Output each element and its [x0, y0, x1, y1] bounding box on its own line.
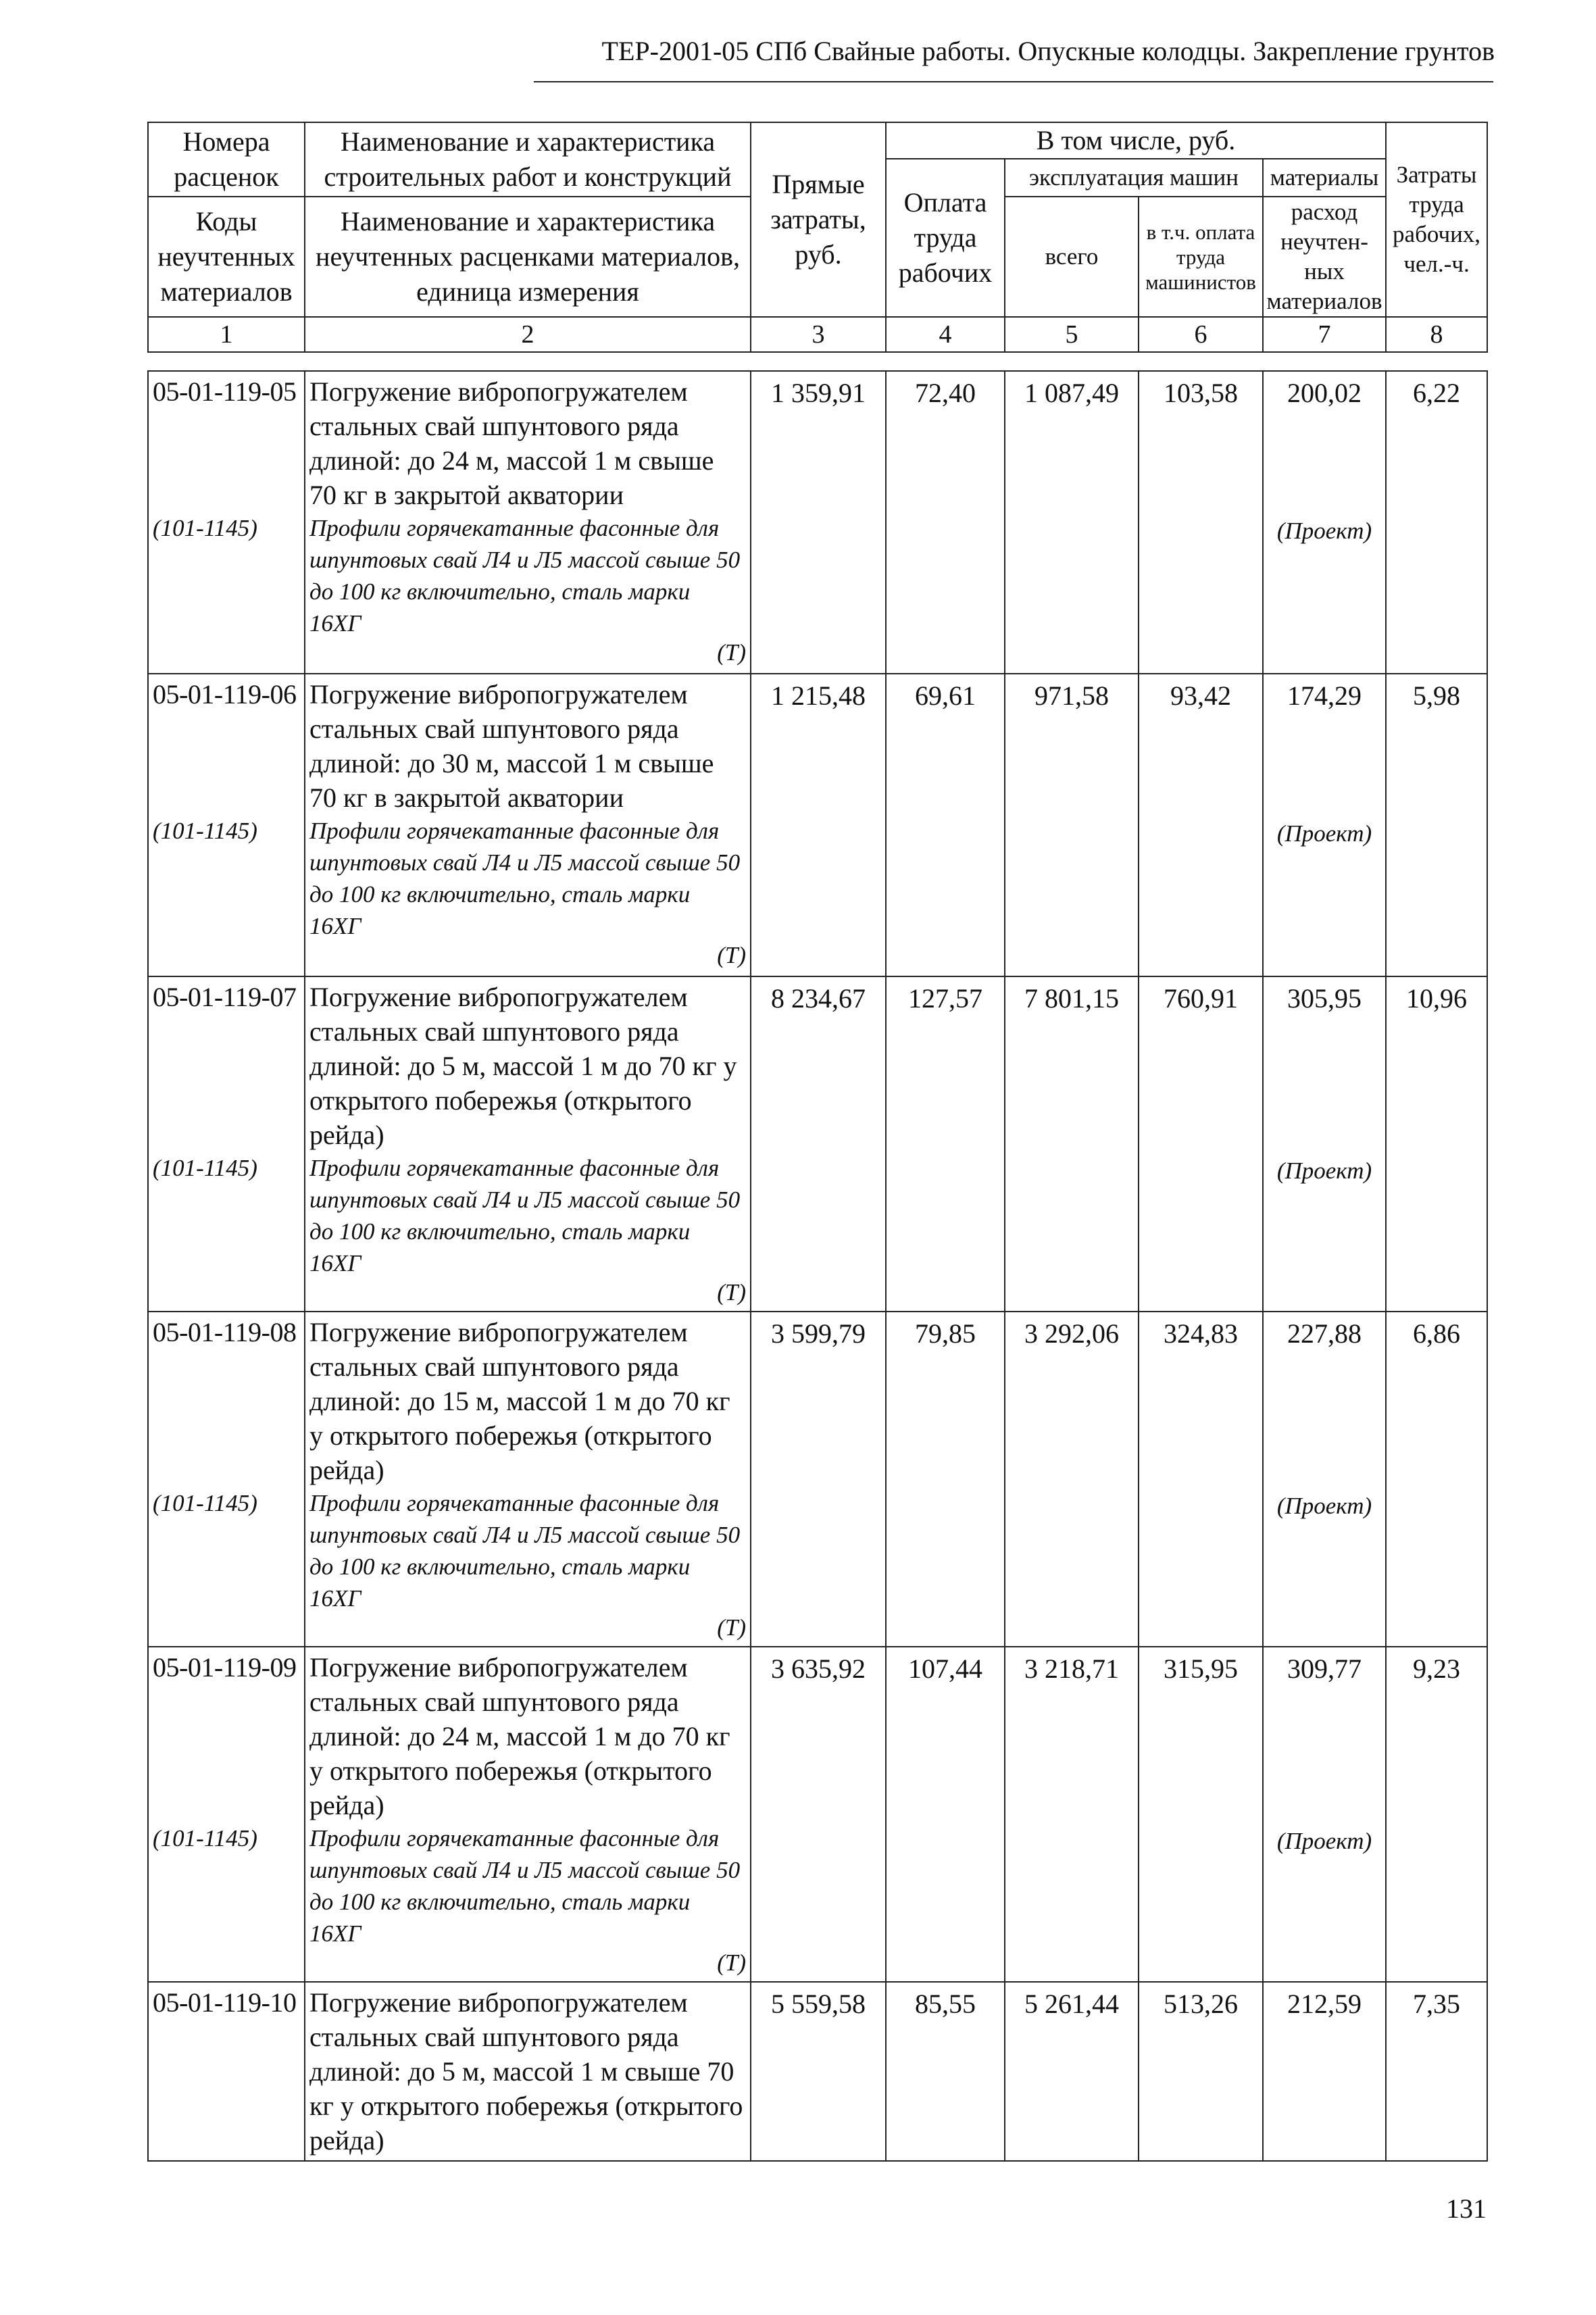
column-number: 4 — [886, 317, 1005, 352]
labor-hours: 6,86 — [1386, 1312, 1487, 1647]
material-code: (101-1145) — [153, 515, 257, 541]
work-description: Погружение вибропогружателем стальных свай шпунтового ряда длиной: до 5 м, массой 1 м свыше 70 кг у открытого побережья (открытого рейда) — [309, 1987, 743, 2156]
direct-costs: 3 599,79 — [751, 1312, 886, 1647]
materials-note: (Проект) — [1276, 1828, 1372, 1854]
labor-hours: 10,96 — [1386, 976, 1487, 1312]
material-code: (101-1145) — [153, 1825, 257, 1851]
type-tag: (Т) — [717, 639, 746, 666]
header-materials-group: материалы — [1263, 159, 1386, 197]
material-description: Профили горячекатанные фасонные для шпунтовых свай Л4 и Л5 массой свыше 50 до 100 кг включительно, сталь марки 16ХГ — [309, 515, 741, 637]
type-tag: (Т) — [717, 942, 746, 968]
materials-note: (Проект) — [1276, 820, 1372, 847]
header-operator-pay: в т.ч. оплата труда машинистов — [1139, 197, 1263, 317]
header-including-group: В том числе, руб. — [886, 122, 1386, 159]
materials-note: (Проект) — [1276, 1158, 1372, 1184]
type-tag: (Т) — [717, 1279, 746, 1305]
labor-hours: 5,98 — [1386, 674, 1487, 976]
materials-cost: 309,77 — [1287, 1653, 1362, 1684]
page-header-title: ТЕР-2001-05 СПб Свайные работы. Опускные колодцы. Закрепление грунтов — [601, 36, 1495, 66]
code-cell — [148, 976, 305, 1312]
direct-costs: 1 215,48 — [751, 674, 886, 976]
machines-total: 971,58 — [1005, 674, 1139, 976]
labor-pay: 85,55 — [886, 1982, 1005, 2161]
operator-pay: 93,42 — [1139, 674, 1263, 976]
column-header-table — [147, 122, 1488, 353]
labor-pay: 79,85 — [886, 1312, 1005, 1647]
code-cell — [148, 674, 305, 976]
description-cell — [305, 674, 751, 976]
materials-cell — [1263, 1312, 1386, 1647]
rates-table — [147, 370, 1488, 2162]
description-cell — [305, 371, 751, 674]
column-number: 6 — [1139, 317, 1263, 352]
labor-hours: 9,23 — [1386, 1647, 1487, 1982]
labor-pay: 127,57 — [886, 976, 1005, 1312]
materials-note: (Проект) — [1276, 1493, 1372, 1519]
labor-pay: 72,40 — [886, 371, 1005, 674]
header-rate-numbers: Номера расценок — [148, 122, 305, 197]
operator-pay: 760,91 — [1139, 976, 1263, 1312]
material-description: Профили горячекатанные фасонные для шпунтовых свай Л4 и Л5 массой свыше 50 до 100 кг включительно, сталь марки 16ХГ — [309, 1490, 741, 1612]
header-rule — [534, 81, 1493, 82]
header-labor-pay: Оплата труда рабочих — [886, 159, 1005, 317]
labor-hours: 6,22 — [1386, 371, 1487, 674]
type-tag: (Т) — [717, 1614, 746, 1641]
header-machines-group: эксплуатация машин — [1005, 159, 1263, 197]
rate-code: 05-01-119-05 — [153, 376, 297, 407]
materials-cell — [1263, 1647, 1386, 1982]
code-cell — [148, 1312, 305, 1647]
material-description: Профили горячекатанные фасонные для шпунтовых свай Л4 и Л5 массой свыше 50 до 100 кг включительно, сталь марки 16ХГ — [309, 818, 741, 939]
machines-total: 5 261,44 — [1005, 1982, 1139, 2161]
materials-cost: 174,29 — [1287, 680, 1362, 711]
materials-cost: 212,59 — [1263, 1982, 1386, 2161]
materials-cell — [1263, 674, 1386, 976]
type-tag: (Т) — [717, 1949, 746, 1976]
operator-pay: 513,26 — [1139, 1982, 1263, 2161]
machines-total: 3 292,06 — [1005, 1312, 1139, 1647]
materials-cost: 305,95 — [1287, 983, 1362, 1014]
column-number: 8 — [1386, 317, 1487, 352]
operator-pay: 324,83 — [1139, 1312, 1263, 1647]
labor-hours: 7,35 — [1386, 1982, 1487, 2161]
materials-cell — [1263, 976, 1386, 1312]
labor-pay: 107,44 — [886, 1647, 1005, 1982]
work-description: Погружение вибропогружателем стальных свай шпунтового ряда длиной: до 24 м, массой 1 м свыше 70 кг в закрытой акватории — [309, 376, 714, 510]
header-work-name: Наименование и характеристика строительных работ и конструкций — [305, 122, 751, 197]
machines-total: 7 801,15 — [1005, 976, 1139, 1312]
labor-pay: 69,61 — [886, 674, 1005, 976]
work-description: Погружение вибропогружателем стальных свай шпунтового ряда длиной: до 30 м, массой 1 м свыше 70 кг в закрытой акватории — [309, 679, 714, 813]
machines-total: 1 087,49 — [1005, 371, 1139, 674]
work-description: Погружение вибропогружателем стальных свай шпунтового ряда длиной: до 24 м, массой 1 м до 70 кг у открытого побережья (открытого рейда) — [309, 1652, 730, 1820]
rate-code: 05-01-119-08 — [153, 1317, 297, 1347]
material-code: (101-1145) — [153, 818, 257, 844]
rate-code: 05-01-119-07 — [153, 982, 297, 1012]
column-number: 1 — [148, 317, 305, 352]
direct-costs: 5 559,58 — [751, 1982, 886, 2161]
table-row — [148, 1647, 1487, 1982]
table-row — [148, 674, 1487, 976]
direct-costs: 1 359,91 — [751, 371, 886, 674]
rate-code: 05-01-119-10 — [153, 1987, 297, 2018]
machines-total: 3 218,71 — [1005, 1647, 1139, 1982]
materials-cell — [1263, 371, 1386, 674]
header-material-names: Наименование и характеристика неучтенных расценками материалов, единица измерения — [305, 197, 751, 317]
description-cell — [305, 1982, 751, 2161]
material-code: (101-1145) — [153, 1490, 257, 1516]
rate-code: 05-01-119-06 — [153, 679, 297, 710]
table-row — [148, 976, 1487, 1312]
code-cell — [148, 1982, 305, 2161]
header-unaccounted-materials: расход неучтен-ных материалов — [1263, 197, 1386, 317]
header-direct-costs: Прямые затраты, руб. — [751, 122, 886, 317]
page-number: 131 — [1446, 2193, 1487, 2224]
work-description: Погружение вибропогружателем стальных свай шпунтового ряда длиной: до 5 м, массой 1 м до 70 кг у открытого побережья (открытого рейда) — [309, 982, 737, 1150]
operator-pay: 315,95 — [1139, 1647, 1263, 1982]
table-row — [148, 371, 1487, 674]
table-row — [148, 1312, 1487, 1647]
description-cell — [305, 976, 751, 1312]
work-description: Погружение вибропогружателем стальных свай шпунтового ряда длиной: до 15 м, массой 1 м до 70 кг у открытого побережья (открытого рейда) — [309, 1317, 730, 1485]
materials-cost: 200,02 — [1287, 378, 1362, 408]
materials-note: (Проект) — [1276, 518, 1372, 544]
description-cell — [305, 1312, 751, 1647]
column-number: 3 — [751, 317, 886, 352]
column-number: 2 — [305, 317, 751, 352]
table-row — [148, 1982, 1487, 2161]
code-cell — [148, 1647, 305, 1982]
material-code: (101-1145) — [153, 1155, 257, 1181]
header-labor-hours: Затраты труда рабочих, чел.-ч. — [1386, 122, 1487, 317]
code-cell — [148, 371, 305, 674]
direct-costs: 8 234,67 — [751, 976, 886, 1312]
column-number: 5 — [1005, 317, 1139, 352]
direct-costs: 3 635,92 — [751, 1647, 886, 1982]
material-description: Профили горячекатанные фасонные для шпунтовых свай Л4 и Л5 массой свыше 50 до 100 кг включительно, сталь марки 16ХГ — [309, 1155, 741, 1276]
rate-code: 05-01-119-09 — [153, 1652, 297, 1683]
description-cell — [305, 1647, 751, 1982]
header-machines-total: всего — [1005, 197, 1139, 317]
header-material-codes: Коды неучтенных материалов — [148, 197, 305, 317]
material-description: Профили горячекатанные фасонные для шпунтовых свай Л4 и Л5 массой свыше 50 до 100 кг включительно, сталь марки 16ХГ — [309, 1825, 741, 1947]
materials-cost: 227,88 — [1287, 1318, 1362, 1349]
column-number: 7 — [1263, 317, 1386, 352]
operator-pay: 103,58 — [1139, 371, 1263, 674]
